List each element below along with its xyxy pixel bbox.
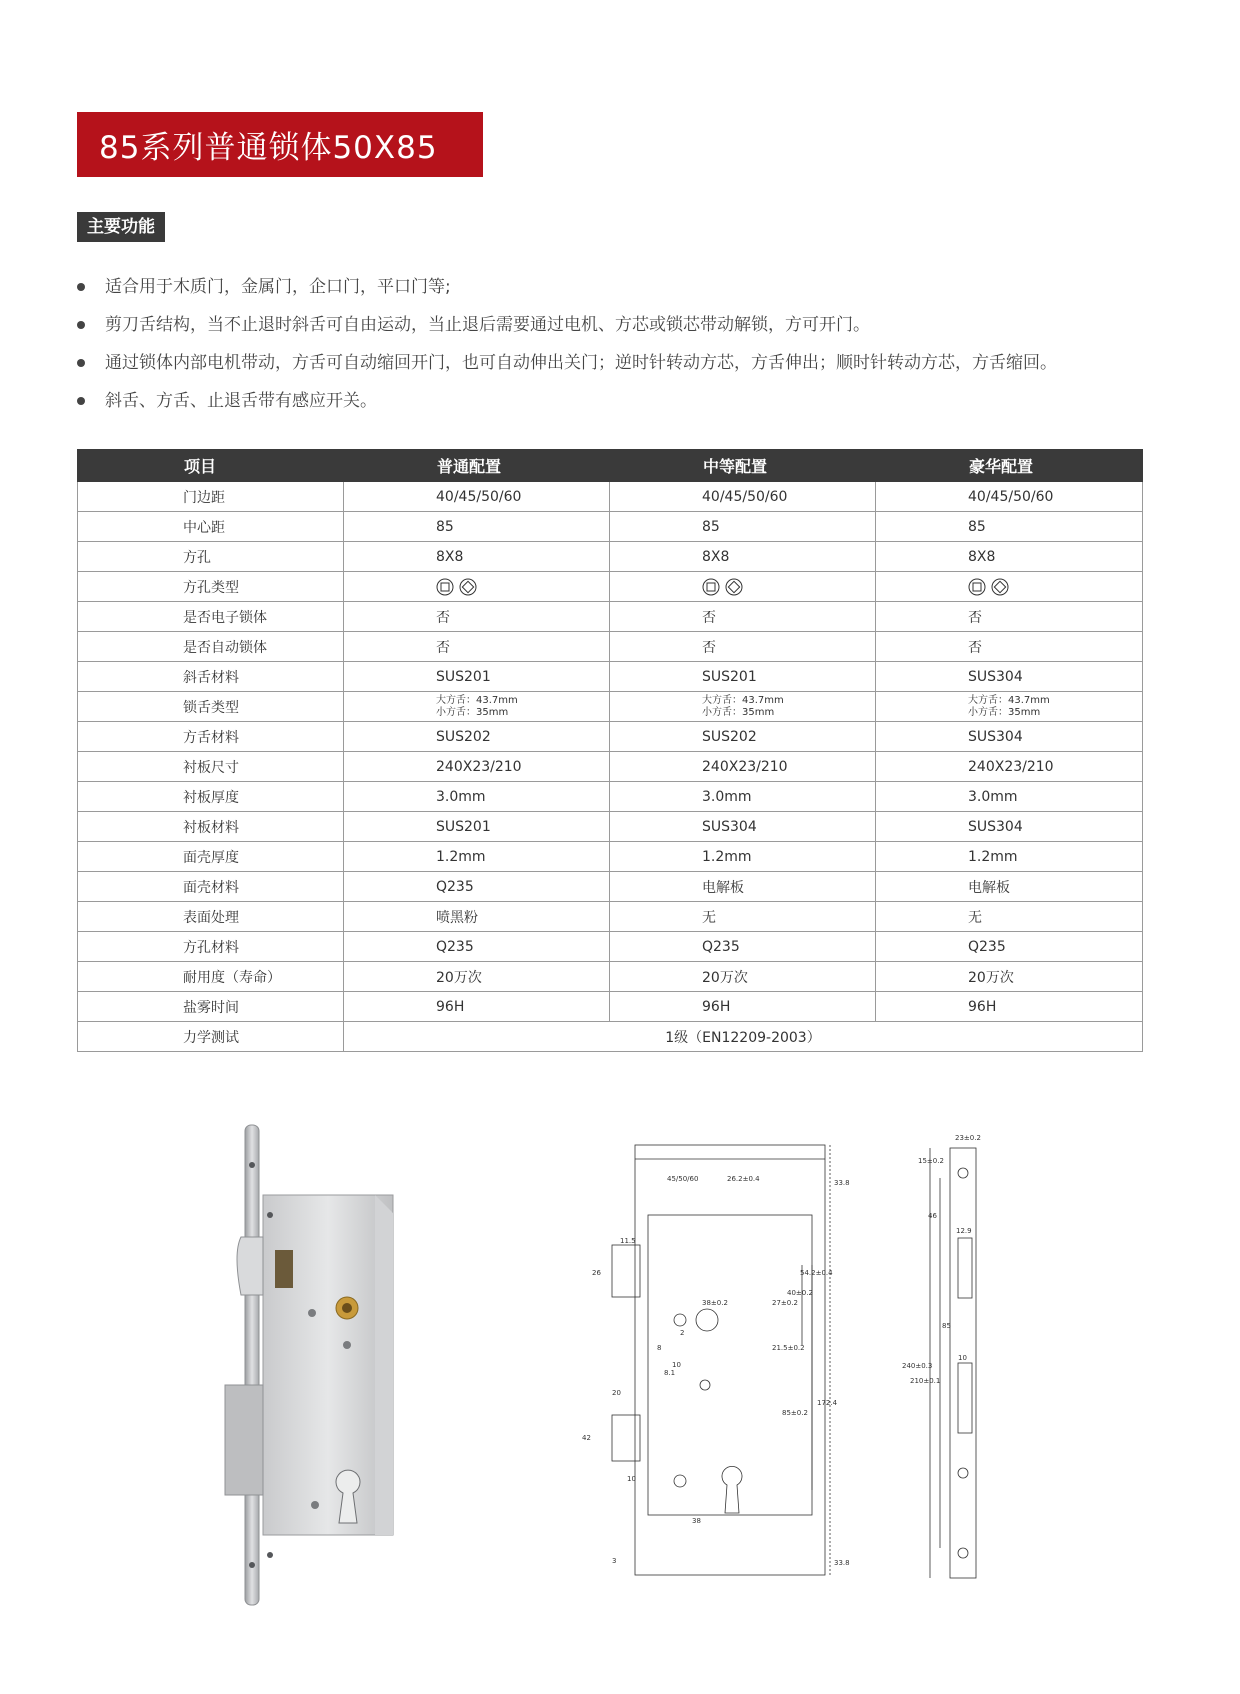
row-label: 衬板材料 (78, 812, 344, 842)
feature-item: 通过锁体内部电机带动，方舌可自动缩回开门，也可自动伸出关门；逆时针转动方芯，方舌伸出；顺时针转动方芯，方舌缩回。 (77, 344, 1187, 382)
cell-value: 20万次 (610, 962, 876, 992)
row-label: 表面处理 (78, 902, 344, 932)
cell-value: 40/45/50/60 (610, 482, 876, 512)
cell-value: 无 (610, 902, 876, 932)
table-header-cell: 中等配置 (610, 450, 876, 482)
table-row (78, 692, 1143, 722)
dim-label: 8.1 (664, 1369, 676, 1377)
table-row (78, 872, 1143, 902)
cell-line: 小方舌：35mm (968, 706, 1041, 718)
table-row (78, 842, 1143, 872)
cell-value: 电解板 (876, 872, 1143, 902)
table-row (78, 722, 1143, 752)
cell-value: 240X23/210 (344, 752, 610, 782)
dim-label: 10 (672, 1361, 681, 1369)
row-label: 耐用度（寿命） (78, 962, 344, 992)
square-hole-icons (436, 578, 477, 596)
cell-value: 否 (610, 632, 876, 662)
dim-label: 172.4 (817, 1399, 838, 1407)
cell-value: 40/45/50/60 (344, 482, 610, 512)
dim-label: 26 (592, 1269, 601, 1277)
cell-line: 大方舌：43.7mm (702, 694, 784, 706)
square-hole-icons (968, 578, 1009, 596)
cell-value: 240X23/210 (876, 752, 1143, 782)
dim-label: 26.2±0.4 (727, 1175, 760, 1183)
cell-value: Q235 (344, 932, 610, 962)
row-label: 衬板尺寸 (78, 752, 344, 782)
row-label: 力学测试 (78, 1022, 344, 1052)
dim-label: 210±0.1 (910, 1377, 941, 1385)
cell-value: SUS304 (876, 812, 1143, 842)
dim-label: 240±0.3 (902, 1362, 933, 1370)
table-row (78, 542, 1143, 572)
dim-label: 15±0.2 (918, 1157, 944, 1165)
cell-value (610, 692, 876, 722)
cell-value: SUS202 (610, 722, 876, 752)
row-label: 盐雾时间 (78, 992, 344, 1022)
rotated-square-hole-icon (991, 578, 1009, 596)
cell-value: SUS304 (876, 662, 1143, 692)
dim-label: 20 (612, 1389, 621, 1397)
row-label: 中心距 (78, 512, 344, 542)
spec-table-body (78, 482, 1143, 1052)
dim-label: 3 (612, 1557, 617, 1565)
row-label: 面壳厚度 (78, 842, 344, 872)
feature-item: 适合用于木质门，金属门，企口门，平口门等; (77, 268, 1187, 306)
cell-value: 85 (610, 512, 876, 542)
table-header-row (78, 450, 1143, 482)
cell-value: Q235 (876, 932, 1143, 962)
dim-label: 38 (692, 1517, 701, 1525)
dim-label: 27±0.2 (772, 1299, 798, 1307)
cell-value: 8X8 (610, 542, 876, 572)
cell-value (610, 572, 876, 602)
cell-value: SUS201 (344, 812, 610, 842)
table-row (78, 602, 1143, 632)
cell-value: 电解板 (610, 872, 876, 902)
dim-label: 12.9 (956, 1227, 972, 1235)
feature-item: 剪刀舌结构，当不止退时斜舌可自由运动，当止退后需要通过电机、方芯或锁芯带动解锁，方可开门。 (77, 306, 1187, 344)
table-row (78, 902, 1143, 932)
row-label: 锁舌类型 (78, 692, 344, 722)
dim-label: 38±0.2 (702, 1299, 728, 1307)
cell-value: 85 (876, 512, 1143, 542)
dim-label: 10 (958, 1354, 967, 1362)
title-banner (77, 112, 483, 177)
table-header-cell: 豪华配置 (876, 450, 1143, 482)
square-hole-icon (702, 578, 720, 596)
cell-value: 96H (610, 992, 876, 1022)
cell-value: 20万次 (876, 962, 1143, 992)
cell-value: 40/45/50/60 (876, 482, 1143, 512)
cell-value: 96H (876, 992, 1143, 1022)
cell-line: 小方舌：35mm (436, 706, 509, 718)
table-row (78, 632, 1143, 662)
page-title: 85系列普通锁体50X85 (99, 130, 438, 166)
bullet-icon (77, 397, 85, 405)
row-label: 方舌材料 (78, 722, 344, 752)
dim-label: 8 (657, 1344, 662, 1352)
cell-value: 96H (344, 992, 610, 1022)
dim-label: 85±0.2 (782, 1409, 808, 1417)
cell-value (344, 692, 610, 722)
cell-line: 大方舌：43.7mm (436, 694, 518, 706)
cell-value (876, 572, 1143, 602)
cell-value: 否 (344, 602, 610, 632)
technical-drawing (572, 1145, 850, 1585)
table-header-cell: 普通配置 (344, 450, 610, 482)
dim-label: 85 (942, 1322, 951, 1330)
table-header-cell: 项目 (78, 450, 344, 482)
row-label: 方孔类型 (78, 572, 344, 602)
cell-value: Q235 (610, 932, 876, 962)
table-row (78, 662, 1143, 692)
table-row (78, 992, 1143, 1022)
table-row (78, 1022, 1143, 1052)
cell-value: 3.0mm (876, 782, 1143, 812)
rotated-square-hole-icon (459, 578, 477, 596)
table-row (78, 572, 1143, 602)
cell-line: 小方舌：35mm (702, 706, 775, 718)
cell-value: 否 (876, 602, 1143, 632)
dim-label: 46 (928, 1212, 937, 1220)
table-row (78, 962, 1143, 992)
dim-label: 2 (680, 1329, 685, 1337)
cell-value: 20万次 (344, 962, 610, 992)
row-label: 是否自动锁体 (78, 632, 344, 662)
dim-label: 10 (627, 1475, 636, 1483)
square-hole-icon (968, 578, 986, 596)
cell-value: 3.0mm (344, 782, 610, 812)
cell-value: 8X8 (876, 542, 1143, 572)
cell-value: SUS304 (876, 722, 1143, 752)
cell-value: 85 (344, 512, 610, 542)
cell-value: 喷黑粉 (344, 902, 610, 932)
dim-label: 21.5±0.2 (772, 1344, 805, 1352)
cell-value: 3.0mm (610, 782, 876, 812)
dim-label: 54.2±0.4 (800, 1269, 833, 1277)
cell-value: SUS304 (610, 812, 876, 842)
dim-label: 45/50/60 (667, 1175, 699, 1183)
dim-label: 40±0.2 (787, 1289, 813, 1297)
cell-value: 8X8 (344, 542, 610, 572)
feature-item: 斜舌、方舌、止退舌带有感应开关。 (77, 382, 1187, 420)
cell-value: 否 (344, 632, 610, 662)
cell-value: 1.2mm (610, 842, 876, 872)
cell-value: 否 (876, 632, 1143, 662)
dim-label: 42 (582, 1434, 591, 1442)
row-label: 衬板厚度 (78, 782, 344, 812)
row-label: 方孔 (78, 542, 344, 572)
cell-value: 240X23/210 (610, 752, 876, 782)
lock-body-photo (225, 1125, 425, 1605)
cell-value: 否 (610, 602, 876, 632)
table-row (78, 512, 1143, 542)
row-label: 门边距 (78, 482, 344, 512)
section-label: 主要功能 (77, 212, 165, 242)
cell-line: 大方舌：43.7mm (968, 694, 1050, 706)
cell-value: SUS201 (344, 662, 610, 692)
table-row (78, 482, 1143, 512)
bullet-icon (77, 283, 85, 291)
feature-list (77, 268, 1187, 420)
table-row (78, 752, 1143, 782)
bullet-icon (77, 359, 85, 367)
cell-value: 无 (876, 902, 1143, 932)
cell-value: 1级（EN12209-2003） (344, 1022, 1143, 1052)
table-row (78, 932, 1143, 962)
cell-value (876, 692, 1143, 722)
dim-label: 33.8 (834, 1559, 850, 1567)
row-label: 面壳材料 (78, 872, 344, 902)
square-hole-icon (436, 578, 454, 596)
cell-value (344, 572, 610, 602)
table-row (78, 812, 1143, 842)
table-row (78, 782, 1143, 812)
cell-value: SUS202 (344, 722, 610, 752)
row-label: 方孔材料 (78, 932, 344, 962)
rotated-square-hole-icon (725, 578, 743, 596)
cell-value: 1.2mm (344, 842, 610, 872)
dim-label: 33.8 (834, 1179, 850, 1187)
cell-value: 1.2mm (876, 842, 1143, 872)
cell-value: Q235 (344, 872, 610, 902)
cell-value: SUS201 (610, 662, 876, 692)
row-label: 斜舌材料 (78, 662, 344, 692)
row-label: 是否电子锁体 (78, 602, 344, 632)
dim-label: 11.5 (620, 1237, 636, 1245)
dim-label: 23±0.2 (955, 1134, 981, 1142)
bullet-icon (77, 321, 85, 329)
spec-table (77, 449, 1143, 1052)
square-hole-icons (702, 578, 743, 596)
side-drawing (900, 1128, 1020, 1593)
